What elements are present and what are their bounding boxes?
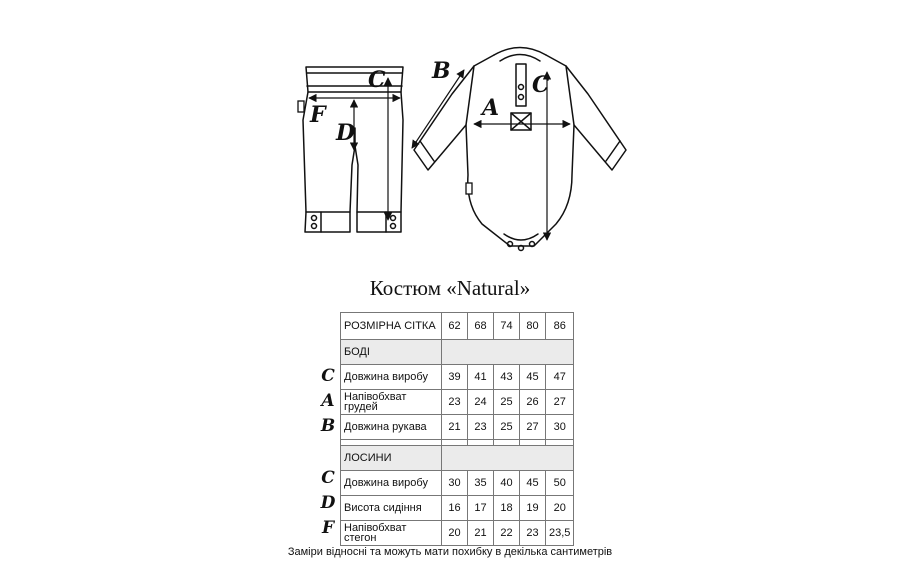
table-cell: 17 [468,496,494,521]
table-cell: 23,5 [546,521,574,546]
table-cell: 30 [442,471,468,496]
table-cell: 43 [494,365,520,390]
table-row [341,471,574,496]
diagram-letter-b-body: B [432,58,451,84]
row-marker: B [320,416,336,436]
measure-label: Довжина виробу [341,365,442,390]
table-cell: 24 [468,390,494,415]
size-header: 62 [442,313,468,340]
table-cell: 45 [520,365,546,390]
table-cell: 19 [520,496,546,521]
table-cell: 22 [494,521,520,546]
section-name: ЛОСИНИ [341,446,442,471]
row-marker: A [321,391,335,411]
diagram-letter-a-body: A [482,95,500,121]
table-row [341,390,574,415]
table-cell: 18 [494,496,520,521]
table-cell: 47 [546,365,574,390]
table-cell: 21 [442,415,468,440]
table-cell: 30 [546,415,574,440]
diagram-letter-c-pants: C [368,67,386,93]
row-marker: D [320,493,336,513]
table-cell: 45 [520,471,546,496]
table-cell: 25 [494,415,520,440]
table-cell: 40 [494,471,520,496]
diagram-letter-c-body: C [532,72,550,98]
diagram-letter-d-pants: D [336,120,356,146]
section-row-body [341,340,574,365]
measure-label: Довжина виробу [341,471,442,496]
size-header: 80 [520,313,546,340]
row-marker: F [321,518,335,538]
table-cell: 20 [546,496,574,521]
garment-illustration [0,0,900,270]
table-cell: 23 [468,415,494,440]
measure-label: Напівобхват грудей [341,390,442,415]
table-row [341,521,574,546]
table-header-row [341,313,574,340]
size-header: 86 [546,313,574,340]
size-header: 68 [468,313,494,340]
row-marker: C [321,468,335,488]
table-cell: 16 [442,496,468,521]
table-cell: 23 [442,390,468,415]
measure-label: Довжина рукава [341,415,442,440]
diagram-letter-f-pants: F [310,102,326,128]
leggings-drawing [298,67,403,232]
table-cell: 50 [546,471,574,496]
table-cell: 39 [442,365,468,390]
size-header: 74 [494,313,520,340]
section-blank [442,446,574,471]
table-row [341,496,574,521]
table-cell: 21 [468,521,494,546]
size-table [340,312,574,546]
row-marker: C [321,366,335,386]
table-cell: 27 [546,390,574,415]
size-grid-label: РОЗМІРНА СІТКА [341,313,442,340]
table-cell: 41 [468,365,494,390]
measure-label: Висота сидіння [341,496,442,521]
section-name: БОДІ [341,340,442,365]
leggings-measure-lines [309,78,400,220]
product-title: Костюм «Natural» [369,276,531,300]
table-row [341,415,574,440]
table-cell: 20 [442,521,468,546]
table-cell: 25 [494,390,520,415]
table-cell: 35 [468,471,494,496]
measurement-note: Заміри відносні та можуть мати похибку в декілька сантиметрів [287,546,613,558]
measure-label: Напівобхват стегон [341,521,442,546]
section-row-leggings [341,446,574,471]
section-blank [442,340,574,365]
table-cell: 23 [520,521,546,546]
table-cell: 26 [520,390,546,415]
table-row [341,365,574,390]
table-cell: 27 [520,415,546,440]
